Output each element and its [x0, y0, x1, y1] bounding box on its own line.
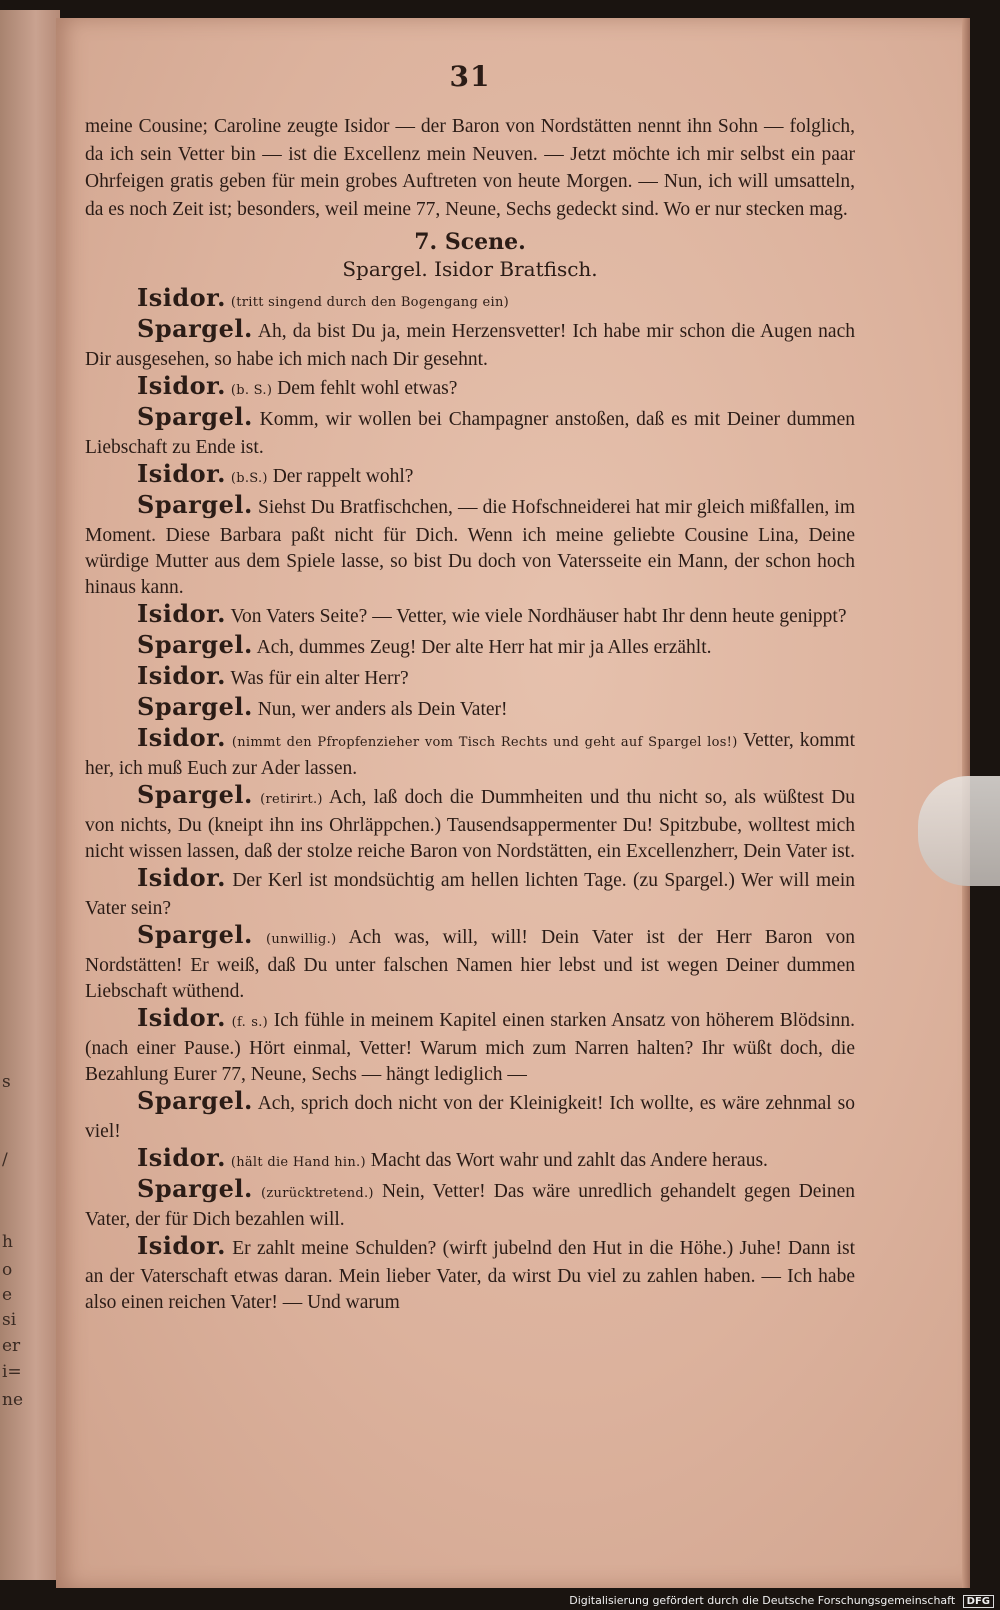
speaker-name: Isidor. — [137, 459, 226, 488]
page-number: 31 — [449, 60, 491, 93]
stage-direction: (nimmt den Pfropfenzieher vom Tisch Rechts und geht auf Spargel los!) — [231, 735, 738, 750]
dialogue-line — [85, 632, 855, 663]
left-page-edge — [0, 10, 60, 1580]
left-page-fragment: er — [2, 1336, 21, 1356]
left-page-fragment: e — [2, 1285, 13, 1305]
line-text: Der rappelt wohl? — [272, 466, 414, 487]
stage-direction: (b.S.) — [230, 471, 268, 486]
stage-direction: (tritt singend durch den Bogengang ein) — [230, 295, 509, 310]
stage-direction: (unwillig.) — [266, 932, 337, 947]
dialogue-line — [85, 663, 855, 694]
dialogue-line — [85, 1088, 855, 1145]
line-text: Was für ein alter Herr? — [230, 668, 409, 689]
speaker-name: Isidor. — [137, 863, 226, 892]
dialogue-line — [85, 492, 855, 601]
dialogue-line — [85, 782, 855, 865]
scene-title: 7. Scene. — [414, 229, 526, 255]
dfg-logo: DFG — [963, 1595, 994, 1608]
dialogue-line — [85, 373, 855, 404]
stage-direction: (zurücktretend.) — [261, 1186, 374, 1201]
speaker-name: Spargel. — [137, 1174, 253, 1203]
left-page-fragment: o — [2, 1260, 13, 1280]
left-page-fragment: h — [2, 1232, 13, 1252]
stage-direction: (f. s.) — [231, 1015, 269, 1030]
left-page-fragment: / — [2, 1150, 8, 1170]
line-text: Siehst Du Bratfischchen, — die Hofschneiderei hat mir gleich mißfallen, im Moment. Diese Barbara paßt nicht für Dich. Wenn ich meine geliebte Cousine Lina, Deine würdige Mutter aus dem Spiele lasse, so bist Du doch von Vatersseite ein Mann, der schon hoch hinaus kann. — [85, 497, 856, 598]
left-page-fragment: si — [2, 1310, 17, 1330]
stage-direction: (hält die Hand hin.) — [230, 1155, 366, 1170]
speaker-name: Isidor. — [137, 283, 226, 312]
stage-direction: (retirirt.) — [260, 792, 323, 807]
speaker-name: Spargel. — [137, 920, 253, 949]
speaker-name: Spargel. — [137, 314, 253, 343]
dialogue-line — [85, 1233, 855, 1316]
intro-paragraph: meine Cousine; Caroline zeugte Isidor — der Baron von Nordstätten nennt ihn Sohn — folglich, da ich sein Vetter bin — ist die Excellenz mein Neuven. — Jetzt möchte ich mir selbst ein paar Ohrfeigen gratis geben für mein grobes Auftreten von heute Morgen. — Nun, ich will umsatteln, da es noch Zeit ist; besonders, weil meine 77, Neune, Sechs gedeckt sind. Wo er nur stecken mag. — [85, 116, 855, 220]
line-text: Nein, Vetter! Das wäre unredlich gehandelt gegen Deinen Vater, der für Dich bezahlen will. — [85, 1181, 856, 1230]
speaker-name: Spargel. — [137, 402, 253, 431]
left-page-fragment: s — [2, 1072, 11, 1092]
speaker-name: Spargel. — [137, 692, 253, 721]
dialogue-line — [85, 316, 855, 373]
line-text: Komm, wir wollen bei Champagner anstoßen, daß es mit Deiner dummen Liebschaft zu Ende ist. — [85, 409, 856, 458]
dialogue-line — [85, 922, 855, 1005]
line-text: Ah, da bist Du ja, mein Herzensvetter! Ich habe mir schon die Augen nach Dir ausgesehen, so habe ich mich nach Dir gesehnt. — [85, 321, 855, 370]
speaker-name: Isidor. — [137, 661, 226, 690]
line-text: Ich fühle in meinem Kapitel einen starken Ansatz von höherem Blödsinn. (nach einer Pause.) Hört einmal, Vetter! Warum mich zum Narren halten? Ihr wüßt doch, die Bezahlung Eurer 77, Neune, Sechs — hängt lediglich — — [85, 1010, 855, 1085]
left-page-fragment: i= — [2, 1362, 22, 1382]
page-clip — [918, 776, 1000, 886]
dialogue-line — [85, 725, 855, 782]
speaker-name: Isidor. — [137, 1003, 226, 1032]
footer — [569, 1594, 994, 1608]
speaker-name: Spargel. — [137, 1086, 253, 1115]
line-text: Nun, wer anders als Dein Vater! — [257, 699, 508, 720]
speaker-name: Isidor. — [137, 371, 226, 400]
dialogue-line — [85, 285, 855, 316]
speaker-name: Spargel. — [137, 630, 253, 659]
speaker-name: Isidor. — [137, 723, 226, 752]
scene-cast: Spargel. Isidor Bratfisch. — [342, 257, 598, 281]
dialogue-line — [85, 404, 855, 461]
page-content — [85, 60, 855, 1316]
speaker-name: Isidor. — [137, 599, 226, 628]
line-text: Ach was, will, will! Dein Vater ist der Herr Baron von Nordstätten! Er weiß, daß Du unter falschen Namen hier lebst und ist wegen Deiner dummen Liebschaft wüthend. — [85, 927, 855, 1002]
dialogue — [85, 285, 855, 1316]
dialogue-line — [85, 461, 855, 492]
dialogue-line — [85, 1145, 855, 1176]
footer-text: Digitalisierung gefördert durch die Deutsche Forschungsgemeinschaft — [569, 1594, 956, 1607]
line-text: Vetter, kommt her, ich muß Euch zur Ader lassen. — [85, 730, 855, 779]
left-page-fragment: ne — [2, 1390, 24, 1410]
speaker-name: Spargel. — [137, 490, 253, 519]
line-text: Macht das Wort wahr und zahlt das Andere heraus. — [370, 1150, 768, 1171]
dialogue-line — [85, 1176, 855, 1233]
speaker-name: Spargel. — [137, 780, 253, 809]
line-text: Von Vaters Seite? — Vetter, wie viele Nordhäuser habt Ihr denn heute genippt? — [230, 606, 847, 627]
dialogue-line — [85, 694, 855, 725]
dialogue-line — [85, 601, 855, 632]
line-text: Ach, dummes Zeug! Der alte Herr hat mir ja Alles erzählt. — [256, 637, 712, 658]
line-text: Der Kerl ist mondsüchtig am hellen lichten Tage. (zu Spargel.) Wer will mein Vater sein? — [85, 870, 855, 919]
dialogue-line — [85, 1005, 855, 1088]
line-text: Dem fehlt wohl etwas? — [277, 378, 458, 399]
line-text: Er zahlt meine Schulden? (wirft jubelnd den Hut in die Höhe.) Juhe! Dann ist an der Vaterschaft etwas daran. Mein lieber Vater, da wirst Du viel zu zahlen haben. — Ich habe also einen reichen Vater! — Und warum — [85, 1238, 855, 1313]
line-text: Ach, sprich doch nicht von der Kleinigkeit! Ich wollte, es wäre zehnmal so viel! — [85, 1093, 855, 1142]
line-text: Ach, laß doch die Dummheiten und thu nicht so, als wüßtest Du von nichts, Du (kneipt ihn ins Ohrläppchen.) Tausendsappermenter Du! Spitzbube, wolltest mich nicht wissen lassen, daß der stolze reiche Baron von Nordstätten, ein Excellenzherr, Dein Vater ist. — [85, 787, 856, 862]
stage-direction: (b. S.) — [230, 383, 273, 398]
speaker-name: Isidor. — [137, 1231, 226, 1260]
dialogue-line — [85, 865, 855, 922]
speaker-name: Isidor. — [137, 1143, 226, 1172]
